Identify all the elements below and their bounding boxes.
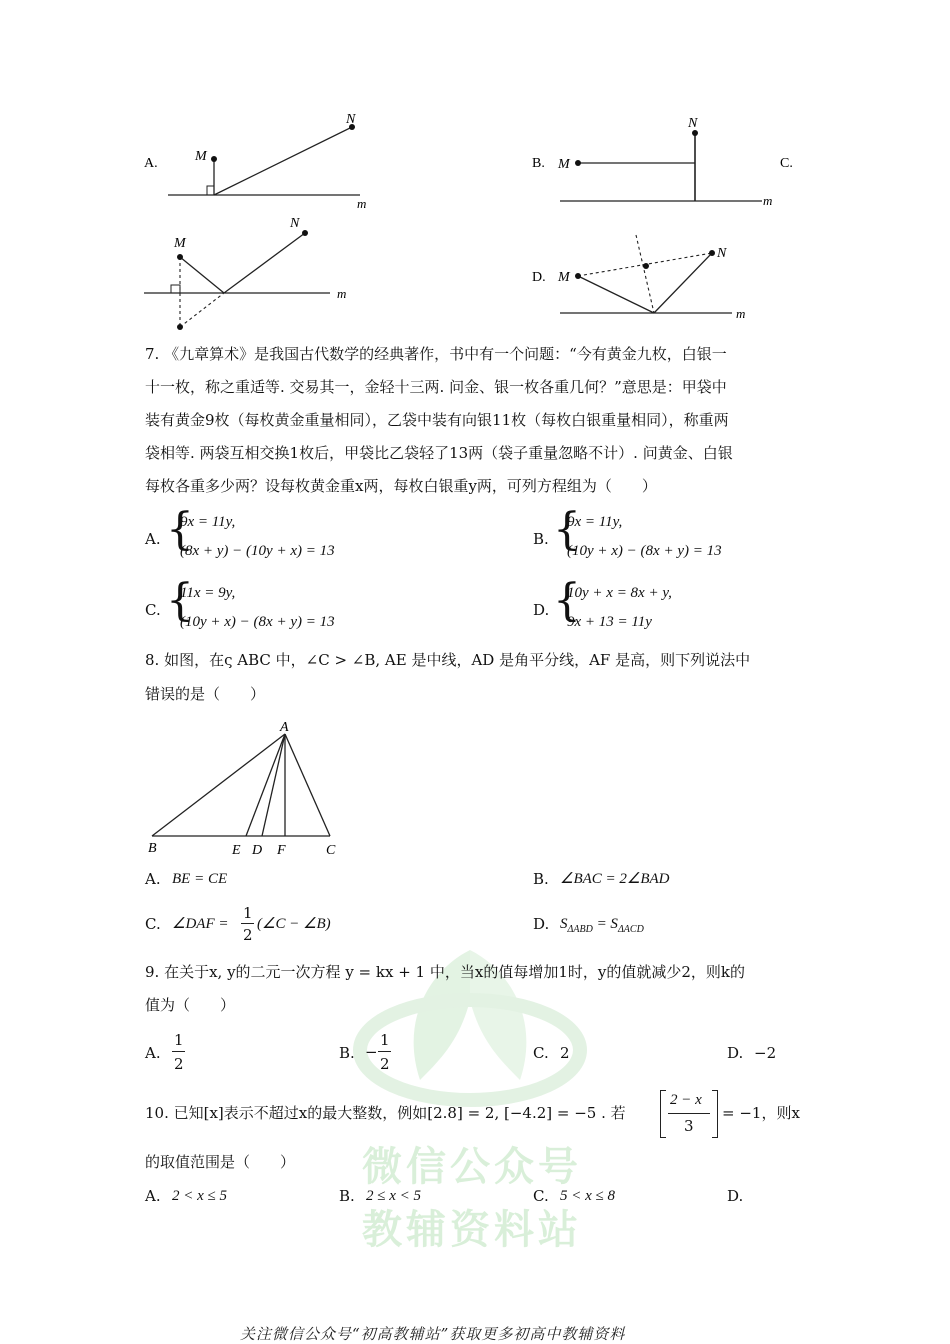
q7-option-a-eq1: 9x = 11y, bbox=[180, 514, 236, 530]
q8-d-sub2: ΔACD bbox=[617, 924, 644, 935]
q6b-label-n: N bbox=[688, 116, 698, 131]
q8-label-a: A bbox=[280, 720, 289, 735]
q9-option-c-label: C. bbox=[533, 1044, 549, 1062]
q7-option-a-label: A. bbox=[145, 530, 161, 548]
q7-line-1: 7. 《九章算术》是我国古代数学的经典著作，书中有一个问题：“今有黄金九枚，白银一 bbox=[145, 345, 727, 363]
q10-line-2: 的取值范围是（ ） bbox=[145, 1153, 296, 1171]
q10-bracket-left bbox=[660, 1090, 666, 1138]
q9-option-d-label: D. bbox=[727, 1044, 744, 1062]
q10-option-a-label: A. bbox=[145, 1187, 161, 1205]
q6d-label-m: M bbox=[558, 270, 570, 285]
q7-c-brace: { bbox=[166, 575, 194, 626]
q7-line-5: 每枚各重多少两？设每枚黄金重x两，每枚白银重y两，可列方程组为（ ） bbox=[145, 477, 657, 495]
q6a-label-m: M bbox=[195, 149, 207, 164]
q9-b-bar bbox=[378, 1051, 391, 1052]
q9-option-b-label: B. bbox=[339, 1044, 355, 1062]
footer-note: 关注微信公众号“初高教辅站”获取更多初高中教辅资料 bbox=[240, 1325, 626, 1343]
q9-a-den: 2 bbox=[174, 1055, 184, 1073]
q6-figure-options bbox=[130, 105, 830, 345]
q8-d-eq: = S bbox=[592, 916, 618, 932]
q9-a-bar bbox=[172, 1051, 185, 1052]
q8-option-c-pre: ∠DAF = bbox=[172, 916, 229, 932]
q7-option-b-eq2: (10y + x) − (8x + y) = 13 bbox=[567, 543, 722, 559]
q9-b-sign: − bbox=[365, 1043, 378, 1061]
q8-line-1: 8. 如图，在ς ABC 中，∠C > ∠B, AE 是中线，AD 是角平分线，AF 是高，则下列说法中 bbox=[145, 651, 751, 669]
q9-option-c-value: 2 bbox=[560, 1044, 570, 1062]
q6d-label-line: m bbox=[736, 306, 746, 321]
q7-option-c-label: C. bbox=[145, 601, 161, 619]
q9-option-d-value: −2 bbox=[754, 1044, 777, 1062]
q6-opt-d-label: D. bbox=[532, 270, 546, 285]
q10-frac-num: 2 − x bbox=[670, 1092, 702, 1108]
q9-a-num: 1 bbox=[174, 1031, 184, 1049]
q10-line-1a: 10. 已知[x]表示不超过x的最大整数，例如[2.8] = 2, [−4.2] = −5 . 若 bbox=[145, 1104, 626, 1122]
watermark-logo-icon bbox=[340, 930, 600, 1130]
q6-opt-b-label: B. bbox=[532, 156, 545, 171]
q7-d-brace: { bbox=[553, 575, 581, 626]
watermark-line2: 教辅资料站 bbox=[362, 1207, 582, 1253]
q9-line-2: 值为（ ） bbox=[145, 996, 236, 1014]
q7-option-b-label: B. bbox=[533, 530, 549, 548]
watermark-line1: 微信公众号 bbox=[362, 1144, 582, 1190]
q10-line-1b: = −1，则x bbox=[722, 1104, 800, 1122]
q6a-point-m bbox=[211, 156, 217, 162]
q10-option-a-text: 2 < x ≤ 5 bbox=[172, 1188, 228, 1204]
q8-option-a-text: BE = CE bbox=[172, 871, 228, 887]
q7-b-brace: { bbox=[553, 504, 581, 555]
q6c-label-line: m bbox=[337, 286, 347, 301]
q10-option-c-label: C. bbox=[533, 1187, 549, 1205]
q10-option-b-label: B. bbox=[339, 1187, 355, 1205]
q9-option-a-label: A. bbox=[145, 1044, 161, 1062]
q7-option-d-label: D. bbox=[533, 601, 550, 619]
q9-b-den: 2 bbox=[380, 1055, 390, 1073]
q8-d-s1: S bbox=[560, 916, 568, 932]
q6d-label-n: N bbox=[717, 246, 727, 261]
q10-option-d-label: D. bbox=[727, 1187, 744, 1205]
q8-line-2: 错误的是（ ） bbox=[145, 685, 266, 703]
q6b-label-line: m bbox=[763, 193, 773, 208]
q8-option-c-post: (∠C − ∠B) bbox=[257, 916, 331, 932]
q6c-label-m: M bbox=[174, 236, 186, 251]
q7-option-d-eq1: 10y + x = 8x + y, bbox=[567, 585, 672, 601]
q10-option-c-text: 5 < x ≤ 8 bbox=[560, 1188, 616, 1204]
q6-opt-a-label: A. bbox=[144, 156, 158, 171]
q8-label-c: C bbox=[326, 843, 336, 858]
q6a-label-line: m bbox=[357, 196, 367, 211]
q8-label-d: D bbox=[252, 843, 263, 858]
q7-line-3: 装有黄金9枚（每枚黄金重量相同），乙袋中装有向银11枚（每枚白银重量相同），称重两 bbox=[145, 411, 729, 429]
q6-opt-c-label: C. bbox=[780, 156, 793, 171]
q10-frac-den: 3 bbox=[684, 1117, 694, 1135]
q7-option-c-eq1: 11x = 9y, bbox=[180, 585, 236, 601]
q8-label-b: B bbox=[148, 841, 157, 856]
q8-option-c-frac-bar bbox=[241, 923, 254, 924]
q9-line-1: 9. 在关于x, y的二元一次方程 y = kx + 1 中，当x的值每增加1时，y的值就减少2，则k的 bbox=[145, 963, 745, 981]
q6c-label-n: N bbox=[290, 216, 300, 231]
q8-option-d-text bbox=[560, 914, 644, 940]
q7-option-d-eq2: 9x + 13 = 11y bbox=[567, 614, 652, 630]
q8-triangle-figure bbox=[140, 718, 360, 860]
q8-d-sub1: ΔABD bbox=[567, 924, 593, 935]
q7-a-brace: { bbox=[166, 504, 194, 555]
q9-b-num: 1 bbox=[380, 1031, 390, 1049]
q8-option-c-label: C. bbox=[145, 915, 161, 933]
q8-option-a-label: A. bbox=[145, 870, 161, 888]
q7-option-b-eq1: 9x = 11y, bbox=[567, 514, 623, 530]
q8-label-e: E bbox=[232, 843, 241, 858]
q7-line-4: 袋相等. 两袋互相交换1枚后，甲袋比乙袋轻了13两（袋子重量忽略不计）. 问黄金、白银 bbox=[145, 444, 733, 462]
q6b-label-m: M bbox=[558, 157, 570, 172]
q10-option-b-text: 2 ≤ x < 5 bbox=[366, 1188, 422, 1204]
q6a-label-n: N bbox=[346, 112, 356, 127]
q7-option-c-eq2: (10y + x) − (8x + y) = 13 bbox=[180, 614, 335, 630]
q8-option-c-frac-den: 2 bbox=[243, 926, 253, 944]
q10-frac-bar bbox=[668, 1113, 710, 1114]
q10-bracket-right bbox=[712, 1090, 718, 1138]
q8-label-f: F bbox=[277, 843, 286, 858]
q8-option-b-label: B. bbox=[533, 870, 549, 888]
q8-option-b-text: ∠BAC = 2∠BAD bbox=[560, 871, 670, 887]
q8-option-d-label: D. bbox=[533, 915, 550, 933]
q7-line-2: 十一枚，称之重适等. 交易其一，金轻十三两. 问金、银一枚各重几何？”意思是：甲袋中 bbox=[145, 378, 727, 396]
q7-option-a-eq2: (8x + y) − (10y + x) = 13 bbox=[180, 543, 335, 559]
q8-option-c-frac-num: 1 bbox=[243, 904, 253, 922]
